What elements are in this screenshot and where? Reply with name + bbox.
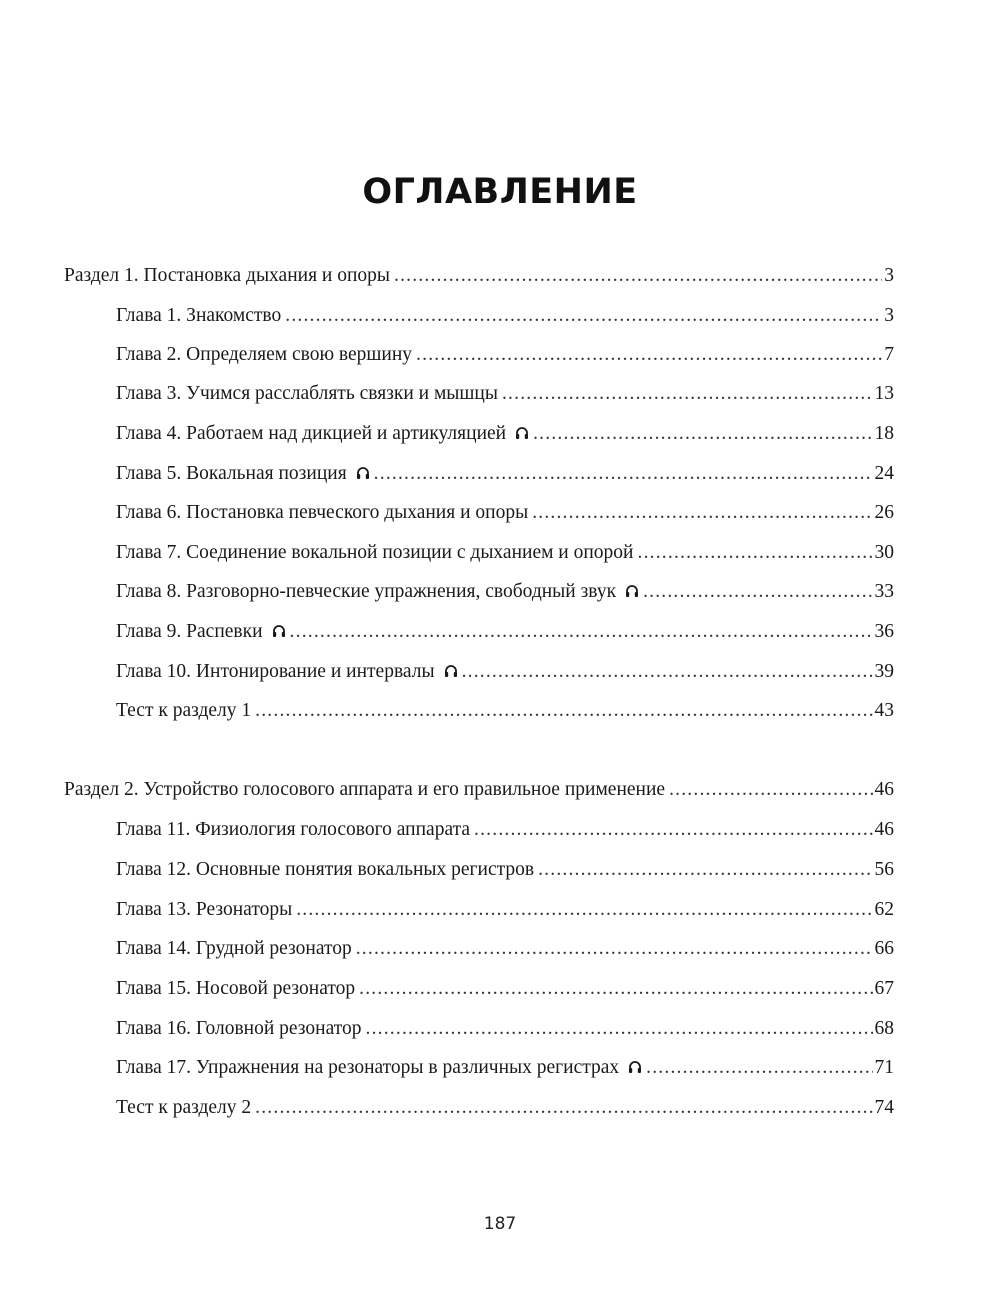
dot-leader	[285, 302, 882, 330]
dot-leader	[359, 975, 872, 1003]
toc-page-number: 33	[874, 581, 894, 602]
toc-entry-title: Глава 10. Интонирование и интервалы	[116, 661, 435, 682]
toc-chapter-row	[116, 896, 894, 924]
page-number: 187	[483, 1214, 517, 1234]
toc-chapter-row	[116, 539, 894, 567]
dot-leader	[532, 499, 872, 527]
headphones-icon	[356, 466, 370, 480]
toc-page-number: 18	[874, 423, 894, 444]
toc-chapter-row	[116, 341, 894, 369]
headphones-icon	[625, 584, 639, 598]
toc-entry-title: Глава 12. Основные понятия вокальных регистров	[116, 859, 535, 880]
headphones-icon	[515, 426, 529, 440]
toc-page-number: 3	[884, 265, 894, 286]
toc-entry-title: Глава 16. Головной резонатор	[116, 1018, 362, 1039]
toc-entry-title: Глава 15. Носовой резонатор	[116, 978, 356, 999]
toc-entry-title: Раздел 1. Постановка дыхания и опоры	[64, 265, 391, 286]
dot-leader	[646, 1054, 872, 1082]
toc-chapter-row	[116, 578, 894, 606]
headphones-icon	[628, 1060, 642, 1074]
toc-section-row	[64, 262, 894, 290]
toc-chapter-row	[116, 1015, 894, 1043]
toc-entry-title: Раздел 2. Устройство голосового аппарата и его правильное применение	[64, 779, 666, 800]
toc-entry-title: Глава 5. Вокальная позиция	[116, 463, 347, 484]
toc-page-number: 56	[874, 859, 894, 880]
dot-leader	[290, 618, 873, 646]
dot-leader	[638, 539, 873, 567]
dot-leader	[538, 856, 872, 884]
toc-entry-title: Глава 3. Учимся расслаблять связки и мышцы	[116, 383, 498, 404]
toc-entry-title: Глава 6. Постановка певческого дыхания и опоры	[116, 502, 529, 523]
toc-page-number: 62	[874, 899, 894, 920]
toc-entry-title: Глава 17. Упражнения на резонаторы в различных регистрах	[116, 1057, 620, 1078]
dot-leader	[416, 341, 882, 369]
toc-chapter-row	[116, 1094, 894, 1122]
toc-title: ОГЛАВЛЕНИЕ	[362, 172, 638, 212]
toc-page-number: 46	[874, 779, 894, 800]
dot-leader	[474, 816, 872, 844]
dot-leader	[643, 578, 872, 606]
dot-leader	[462, 658, 873, 686]
toc-chapter-row	[116, 420, 894, 448]
dot-leader	[255, 1094, 872, 1122]
toc-page-number: 46	[874, 819, 894, 840]
dot-leader	[669, 776, 872, 804]
dot-leader	[366, 1015, 873, 1043]
toc-chapter-row	[116, 816, 894, 844]
dot-leader	[255, 697, 872, 725]
toc-entry-title: Тест к разделу 2	[116, 1097, 252, 1118]
toc-chapter-row	[116, 1054, 894, 1082]
toc-chapter-row	[116, 935, 894, 963]
toc-page-number: 39	[874, 661, 894, 682]
toc-page-number: 7	[884, 344, 894, 365]
toc-chapter-row	[116, 697, 894, 725]
toc-entry-title: Глава 2. Определяем свою вершину	[116, 344, 413, 365]
toc-entry-title: Глава 7. Соединение вокальной позиции с дыханием и опорой	[116, 542, 634, 563]
toc-page-number: 74	[874, 1097, 894, 1118]
toc-entry-title: Глава 8. Разговорно-певческие упражнения, свободный звук	[116, 581, 617, 602]
toc-chapter-row	[116, 618, 894, 646]
toc-entry-title: Глава 11. Физиология голосового аппарата	[116, 819, 471, 840]
toc-entry-title: Тест к разделу 1	[116, 700, 252, 721]
toc-chapter-row	[116, 302, 894, 330]
toc-chapter-row	[116, 856, 894, 884]
toc-page-number: 68	[874, 1018, 894, 1039]
toc-entry-title: Глава 4. Работаем над дикцией и артикуляцией	[116, 423, 507, 444]
toc-entry-title: Глава 14. Грудной резонатор	[116, 938, 352, 959]
toc-page-number: 30	[874, 542, 894, 563]
toc-page-number: 67	[874, 978, 894, 999]
toc-page-number: 36	[874, 621, 894, 642]
toc-page-number: 43	[874, 700, 894, 721]
toc-chapter-row	[116, 499, 894, 527]
toc-page-number: 66	[874, 938, 894, 959]
dot-leader	[356, 935, 873, 963]
dot-leader	[502, 380, 873, 408]
toc-chapter-row	[116, 460, 894, 488]
headphones-icon	[444, 664, 458, 678]
dot-leader	[533, 420, 872, 448]
toc-entry-title: Глава 13. Резонаторы	[116, 899, 293, 920]
toc-entry-title: Глава 9. Распевки	[116, 621, 263, 642]
dot-leader	[394, 262, 882, 290]
dot-leader	[296, 896, 872, 924]
toc-chapter-row	[116, 658, 894, 686]
toc-chapter-row	[116, 975, 894, 1003]
toc-chapter-row	[116, 380, 894, 408]
toc-page-number: 3	[884, 305, 894, 326]
toc-section-row	[64, 776, 894, 804]
toc-page-number: 24	[874, 463, 894, 484]
toc-entry-title: Глава 1. Знакомство	[116, 305, 282, 326]
toc-page-number: 13	[874, 383, 894, 404]
headphones-icon	[272, 624, 286, 638]
dot-leader	[374, 460, 873, 488]
toc-page-number: 71	[874, 1057, 894, 1078]
toc-page-number: 26	[874, 502, 894, 523]
